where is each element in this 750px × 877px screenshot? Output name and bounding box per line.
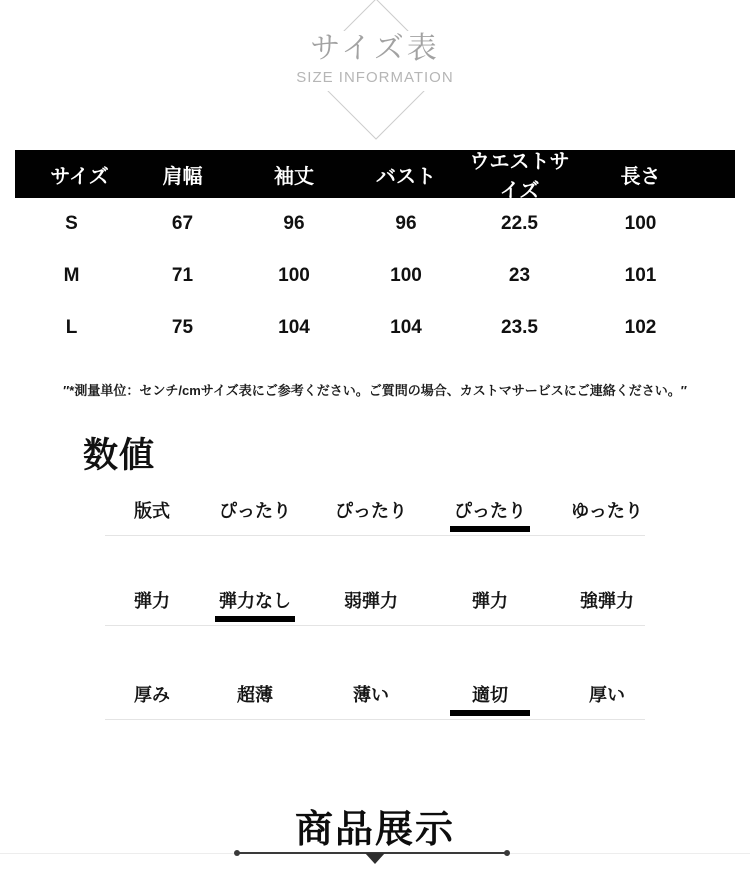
size-cell: L xyxy=(65,317,78,338)
metric-label-elasticity: 弾力 xyxy=(134,591,170,611)
value-cell: 104 xyxy=(390,317,422,338)
size-banner xyxy=(275,31,475,91)
size-table-header xyxy=(15,150,735,202)
metric-option-selected: 弾力なし xyxy=(199,589,311,625)
metric-row-fit xyxy=(105,499,645,536)
metric-option: ゆったり xyxy=(571,501,643,521)
col-header-waist-size: ウエストサイズ xyxy=(469,151,570,202)
metric-option-selected: ぴったり xyxy=(431,499,549,535)
metric-option-selected: 適切 xyxy=(431,683,549,719)
size-cell: M xyxy=(63,265,80,286)
value-cell: 22.5 xyxy=(501,213,538,234)
size-cell: S xyxy=(65,213,78,234)
metric-option: 超薄 xyxy=(237,685,273,705)
table-row-s xyxy=(15,198,735,250)
metric-row-thickness xyxy=(105,683,645,720)
value-cell: 23.5 xyxy=(501,317,538,338)
metric-option: 強弾力 xyxy=(580,591,634,611)
metric-label-thickness: 厚み xyxy=(134,685,170,705)
col-header-bust: バスト xyxy=(376,165,436,188)
metric-option: 厚い xyxy=(589,685,625,705)
value-cell: 101 xyxy=(624,265,657,286)
col-header-length: 長さ xyxy=(620,165,661,188)
size-banner-subtitle: SIZE INFORMATION xyxy=(296,69,454,86)
value-cell: 96 xyxy=(283,213,305,234)
value-cell: 71 xyxy=(171,265,194,286)
product-display-heading: 商品展示 xyxy=(294,809,455,851)
value-cell: 100 xyxy=(624,213,657,234)
value-cell: 102 xyxy=(624,317,657,338)
value-cell: 96 xyxy=(395,213,417,234)
value-cell: 23 xyxy=(508,265,531,286)
value-cell: 104 xyxy=(278,317,310,338)
metric-option: 弱弾力 xyxy=(344,591,398,611)
value-cell: 67 xyxy=(171,213,194,234)
metric-option: ぴったり xyxy=(335,501,407,521)
size-banner-title: サイズ表 xyxy=(310,32,440,65)
table-row-l xyxy=(15,302,735,354)
col-header-size: サイズ xyxy=(50,165,109,188)
measurement-note: ″*測量単位：センチ/cmサイズ表にご参考ください。ご質問の場合、カストマサービスにご連絡ください。″ xyxy=(63,383,687,398)
metric-label-fit: 版式 xyxy=(134,501,170,521)
metrics-heading: 数値 xyxy=(83,436,156,475)
metric-option: 弾力 xyxy=(472,591,508,611)
metric-option: 薄い xyxy=(353,685,389,705)
metric-option: ぴったり xyxy=(219,501,291,521)
down-triangle-icon xyxy=(365,853,385,864)
value-cell: 100 xyxy=(390,265,422,286)
value-cell: 100 xyxy=(278,265,310,286)
size-table-body xyxy=(15,198,735,354)
value-cell: 75 xyxy=(171,317,194,338)
table-row-m xyxy=(15,250,735,302)
col-header-shoulder-width: 肩幅 xyxy=(162,165,203,188)
metric-row-elasticity xyxy=(105,589,645,626)
col-header-sleeve-length: 袖丈 xyxy=(274,165,314,188)
